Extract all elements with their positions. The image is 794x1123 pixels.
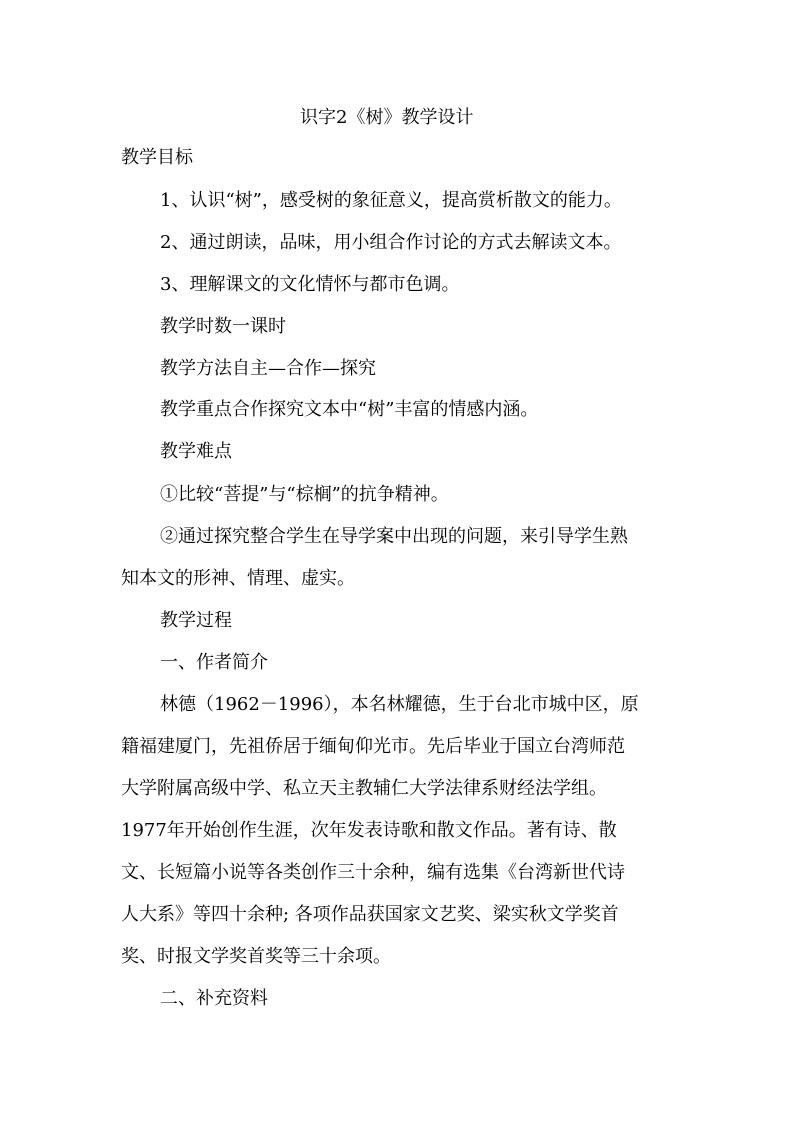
- difficulty-item-2-line-2: 知本文的形神、情理、虚实。: [121, 568, 355, 589]
- section-heading-process: 教学过程: [160, 610, 232, 631]
- author-paragraph-line-7: 奖、时报文学奖首奖等三十余项。: [121, 946, 391, 967]
- goal-item-2: 2、通过朗读，品味，用小组合作讨论的方式去解读文本。: [160, 232, 622, 253]
- goal-item-1: 1、认识“树”，感受树的象征意义，提高赏析散文的能力。: [160, 190, 622, 211]
- author-paragraph-line-6: 人大系》等四十余种; 各项作品获国家文艺奖、梁实秋文学奖首: [121, 904, 619, 925]
- teaching-hours: 教学时数一课时: [160, 316, 286, 337]
- section-heading-goals: 教学目标: [121, 147, 193, 168]
- author-paragraph-line-1: 林德（1962－1996），本名林耀德，生于台北市城中区，原: [160, 694, 639, 715]
- section-heading-author-intro: 一、作者简介: [160, 652, 268, 673]
- author-paragraph-line-4: 1977年开始创作生涯，次年发表诗歌和散文作品。著有诗、散: [121, 820, 617, 841]
- author-paragraph-line-2: 籍福建厦门，先祖侨居于缅甸仰光市。先后毕业于国立台湾师范: [121, 736, 625, 757]
- author-paragraph-line-3: 大学附属高级中学、私立天主教辅仁大学法律系财经法学组。: [121, 778, 607, 799]
- teaching-method: 教学方法自主—合作—探究: [160, 358, 376, 379]
- page-title: 识字2《树》教学设计: [300, 107, 474, 128]
- author-paragraph-line-5: 文、长短篇小说等各类创作三十余种，编有选集《台湾新世代诗: [121, 862, 625, 883]
- teaching-focus: 教学重点合作探究文本中“树”丰富的情感内涵。: [160, 399, 539, 420]
- difficulty-item-1: ①比较“菩提”与“棕榈”的抗争精神。: [160, 484, 449, 505]
- difficulty-item-2-line-1: ②通过探究整合学生在导学案中出现的问题，来引导学生熟: [160, 526, 628, 547]
- goal-item-3: 3、理解课文的文化情怀与都市色调。: [160, 274, 460, 295]
- section-heading-supplement: 二、补充资料: [160, 988, 268, 1009]
- section-heading-difficulty: 教学难点: [160, 441, 232, 462]
